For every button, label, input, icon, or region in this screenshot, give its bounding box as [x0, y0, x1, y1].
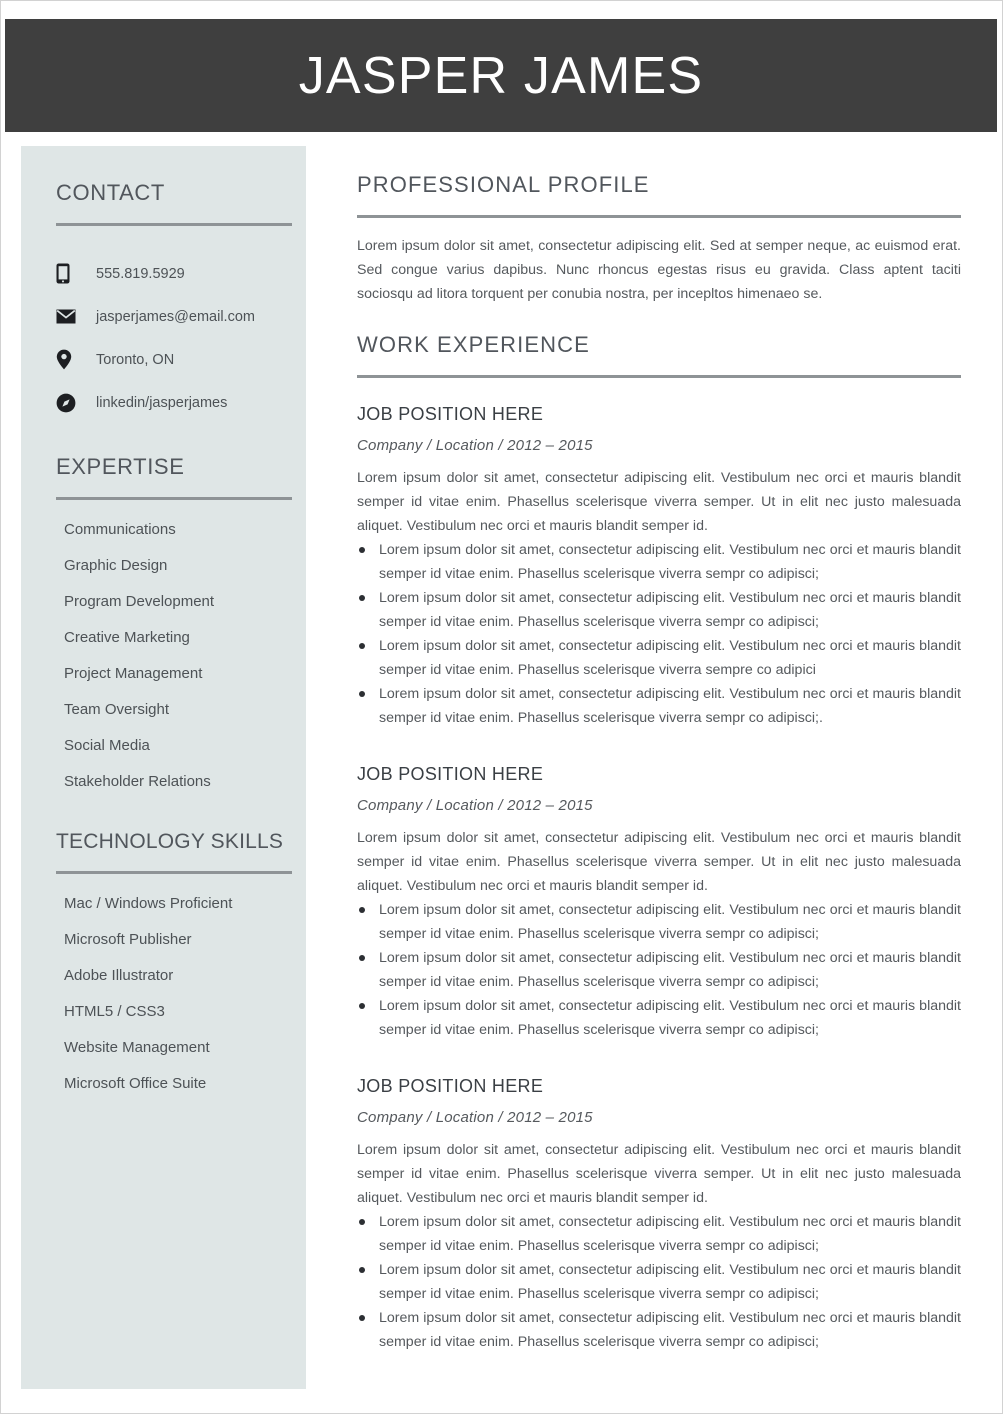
profile-text: Lorem ipsum dolor sit amet, consectetur adipiscing elit. Sed at semper neque, ac euismod erat. Sed congue varius dapibus. Nunc rhoncus egestas risus eu gravida. Class aptent taciti sociosqu ad litora torquent per conubia nostra, per incepltos himenaeo se. [357, 238, 961, 302]
job-summary: Lorem ipsum dolor sit amet, consectetur adipiscing elit. Vestibulum nec orci et mauris blandit semper id vitae enim. Phasellus scelerisque viverra semper. Ut in elit nec justo malesuada aliquet. Vestibulum nec orci et mauris blandit semper id. [357, 1142, 961, 1206]
sidebar [21, 146, 306, 1389]
list-item: Adobe Illustrator [64, 967, 174, 984]
sidebar-section-technology [21, 830, 306, 1112]
page-title: JASPER JAMES [298, 46, 704, 105]
expertise-heading: EXPERTISE [56, 454, 185, 479]
contact-divider [56, 223, 292, 226]
main-content [357, 146, 961, 1354]
job-meta: Company / Location / 2012 – 2015 [357, 797, 593, 814]
list-item: Microsoft Publisher [64, 931, 192, 948]
job-summary: Lorem ipsum dolor sit amet, consectetur adipiscing elit. Vestibulum nec orci et mauris blandit semper id vitae enim. Phasellus scelerisque viverra semper. Ut in elit nec justo malesuada aliquet. Vestibulum nec orci et mauris blandit semper id. [357, 830, 961, 894]
expertise-divider [56, 497, 292, 500]
phone-value: 555.819.5929 [96, 265, 185, 282]
list-item: Communications [64, 521, 176, 538]
list-item: Website Management [64, 1039, 210, 1056]
job-bullets [357, 1210, 961, 1354]
list-item: Creative Marketing [64, 629, 190, 646]
list-item: HTML5 / CSS3 [64, 1003, 165, 1020]
experience-heading: WORK EXPERIENCE [357, 332, 590, 357]
list-item: Graphic Design [64, 557, 168, 574]
job-meta: Company / Location / 2012 – 2015 [357, 1109, 593, 1126]
list-item: Lorem ipsum dolor sit amet, consectetur adipiscing elit. Vestibulum nec orci et mauris blandit semper id vitae enim. Phasellus scelerisque viverra sempr co adipisci; [357, 946, 961, 994]
technology-list [56, 896, 292, 1112]
list-item: Program Development [64, 593, 215, 610]
list-item: Microsoft Office Suite [64, 1075, 207, 1092]
contact-heading: CONTACT [56, 180, 165, 205]
compass-icon [56, 393, 86, 413]
list-item: Lorem ipsum dolor sit amet, consectetur adipiscing elit. Vestibulum nec orci et mauris blandit semper id vitae enim. Phasellus scelerisque viverra sempr co adipisci;. [357, 682, 961, 730]
job-bullets [357, 898, 961, 1042]
job-title: JOB POSITION HERE [357, 1076, 544, 1096]
technology-heading: TECHNOLOGY SKILLS [56, 830, 284, 853]
contact-list [56, 252, 292, 424]
sidebar-section-expertise [21, 454, 306, 810]
location-value: Toronto, ON [96, 351, 175, 368]
list-item: Team Oversight [64, 701, 170, 718]
expertise-list [56, 522, 292, 810]
job-title: JOB POSITION HERE [357, 764, 544, 784]
list-item: Project Management [64, 665, 203, 682]
job-meta: Company / Location / 2012 – 2015 [357, 437, 593, 454]
job-entry [357, 404, 961, 730]
list-item: Lorem ipsum dolor sit amet, consectetur adipiscing elit. Vestibulum nec orci et mauris blandit semper id vitae enim. Phasellus scelerisque viverra sempr co adipisci; [357, 1306, 961, 1354]
list-item: Lorem ipsum dolor sit amet, consectetur adipiscing elit. Vestibulum nec orci et mauris blandit semper id vitae enim. Phasellus scelerisque viverra sempr co adipisci; [357, 586, 961, 634]
contact-row-linkedin[interactable] [56, 381, 292, 424]
linkedin-value: linkedin/jasperjames [96, 394, 228, 411]
job-summary: Lorem ipsum dolor sit amet, consectetur adipiscing elit. Vestibulum nec orci et mauris blandit semper id vitae enim. Phasellus scelerisque viverra semper. Ut in elit nec justo malesuada aliquet. Vestibulum nec orci et mauris blandit semper id. [357, 470, 961, 534]
list-item: Lorem ipsum dolor sit amet, consectetur adipiscing elit. Vestibulum nec orci et mauris blandit semper id vitae enim. Phasellus scelerisque viverra sempr co adipisci; [357, 538, 961, 586]
job-title: JOB POSITION HERE [357, 404, 544, 424]
section-professional-profile [357, 172, 961, 306]
list-item: Lorem ipsum dolor sit amet, consectetur adipiscing elit. Vestibulum nec orci et mauris blandit semper id vitae enim. Phasellus scelerisque viverra sempr co adipisci; [357, 994, 961, 1042]
sidebar-section-contact [21, 180, 306, 424]
job-bullets [357, 538, 961, 730]
job-entry [357, 764, 961, 1042]
job-entry [357, 1076, 961, 1354]
section-work-experience [357, 332, 961, 1354]
map-pin-icon [56, 349, 86, 370]
list-item: Stakeholder Relations [64, 773, 211, 790]
technology-divider [56, 871, 292, 874]
list-item: Lorem ipsum dolor sit amet, consectetur adipiscing elit. Vestibulum nec orci et mauris blandit semper id vitae enim. Phasellus scelerisque viverra sempr co adipisci; [357, 1210, 961, 1258]
list-item: Mac / Windows Proficient [64, 895, 233, 912]
list-item: Lorem ipsum dolor sit amet, consectetur adipiscing elit. Vestibulum nec orci et mauris blandit semper id vitae enim. Phasellus scelerisque viverra sempr co adipisci; [357, 1258, 961, 1306]
list-item: Lorem ipsum dolor sit amet, consectetur adipiscing elit. Vestibulum nec orci et mauris blandit semper id vitae enim. Phasellus scelerisque viverra sempre co adipici [357, 634, 961, 682]
profile-heading: PROFESSIONAL PROFILE [357, 172, 650, 197]
header-band [5, 19, 997, 132]
list-item: Social Media [64, 737, 150, 754]
email-value: jasperjames@email.com [96, 308, 255, 325]
phone-icon [56, 263, 86, 284]
contact-row-email[interactable] [56, 295, 292, 338]
envelope-icon [56, 309, 86, 324]
list-item: Lorem ipsum dolor sit amet, consectetur adipiscing elit. Vestibulum nec orci et mauris blandit semper id vitae enim. Phasellus scelerisque viverra sempr co adipisci; [357, 898, 961, 946]
contact-row-location[interactable] [56, 338, 292, 381]
contact-row-phone[interactable] [56, 252, 292, 295]
